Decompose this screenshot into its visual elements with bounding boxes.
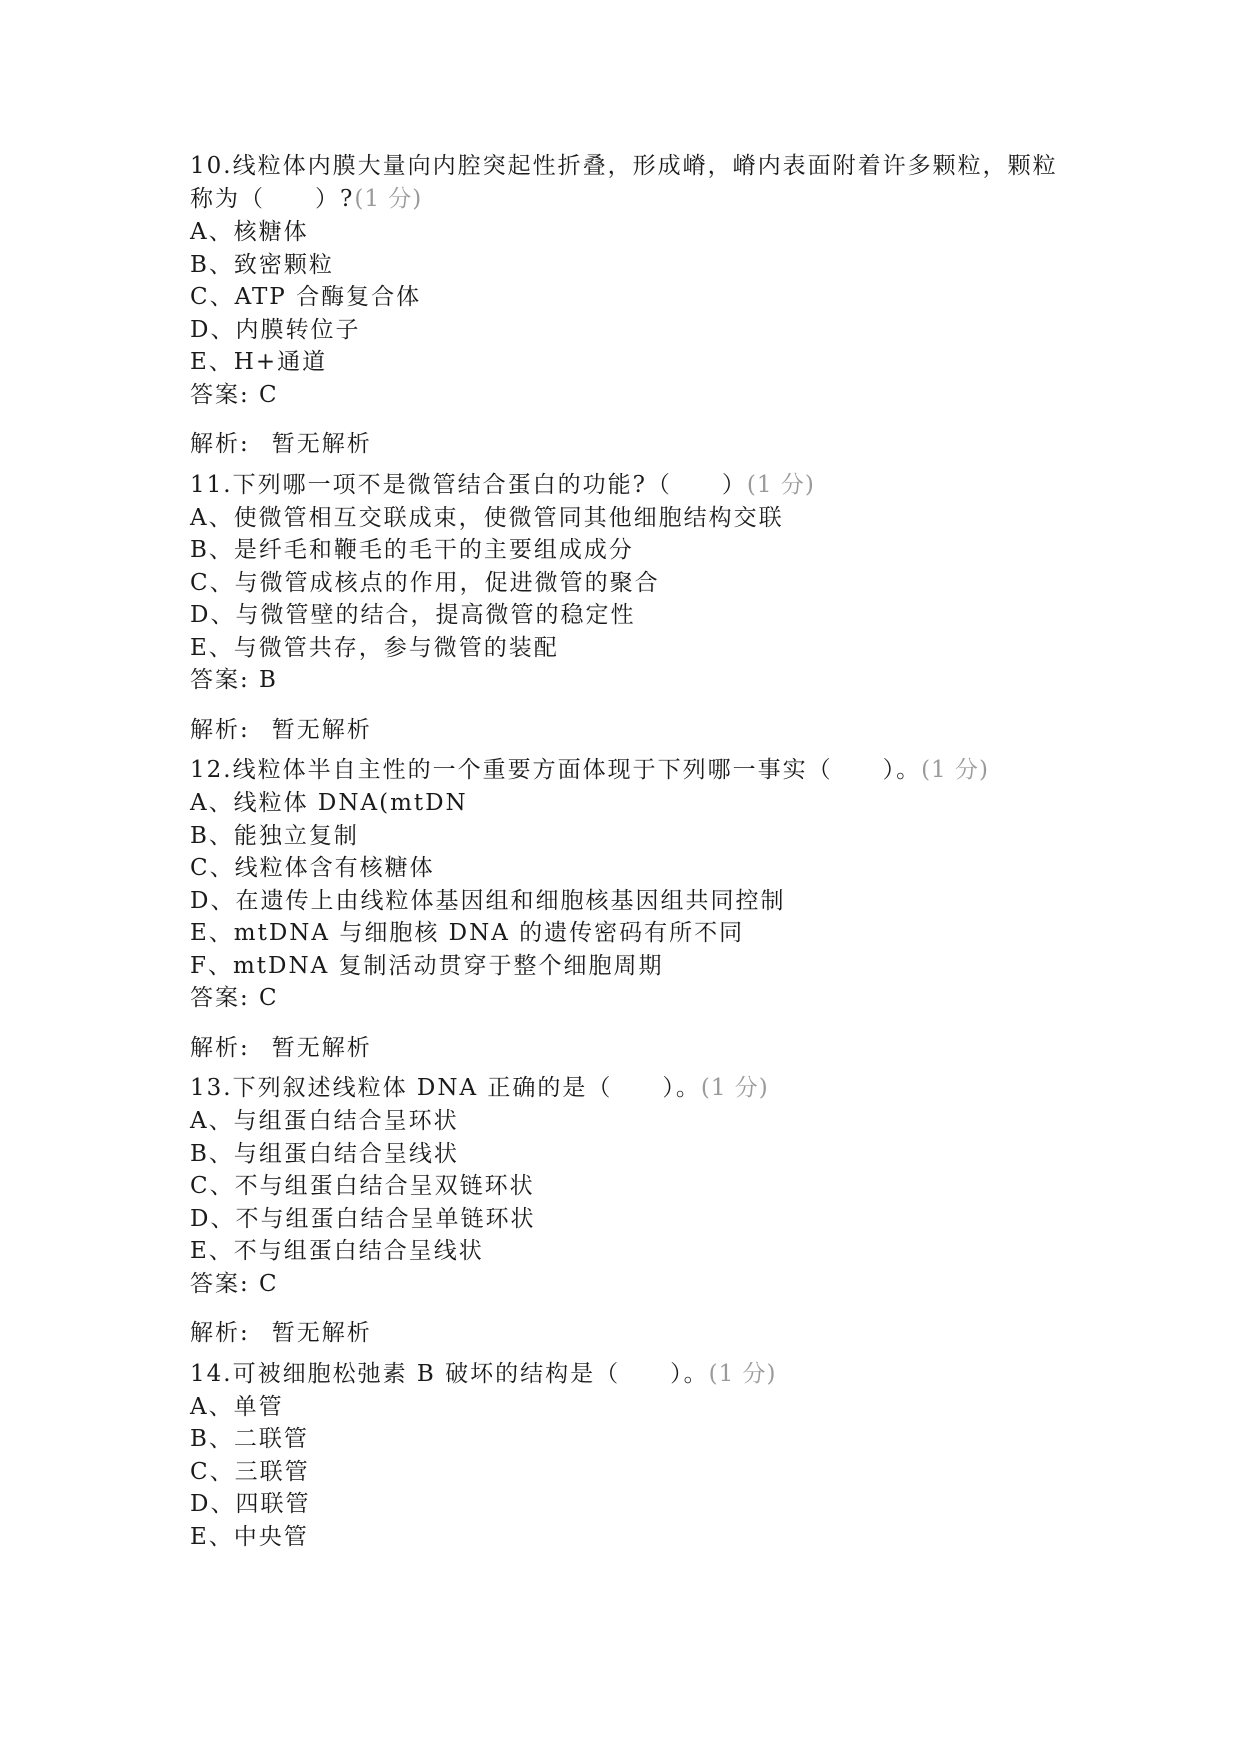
question-14 — [190, 1358, 1060, 1554]
option-c: C、与微管成核点的作用，促进微管的聚合 — [190, 569, 660, 596]
option-e: E、H+通道 — [190, 349, 328, 375]
question-score: (1 分) — [700, 1075, 769, 1101]
option-c: C、不与组蛋白结合呈双链环状 — [190, 1173, 535, 1199]
option-a: A、线粒体 DNA(mtDN — [190, 790, 468, 816]
analysis-label: 解析: — [190, 431, 250, 457]
option-a: A、核糖体 — [190, 219, 309, 245]
option-d: D、与微管壁的结合，提高微管的稳定性 — [190, 602, 636, 628]
question-score: (1 分) — [921, 757, 989, 783]
question-text — [190, 150, 1060, 216]
question-text — [190, 1072, 1060, 1105]
option-d: D、内膜转位子 — [190, 316, 361, 343]
option-e: E、中央管 — [190, 1523, 309, 1550]
option-b: B、与组蛋白结合呈线状 — [190, 1140, 459, 1167]
question-stem: 11.下列哪一项不是微管结合蛋白的功能?（ ） — [190, 471, 747, 498]
option-d: D、不与组蛋白结合呈单链环状 — [190, 1205, 536, 1232]
document-page — [190, 150, 1060, 1553]
answer: 答案: C — [190, 985, 279, 1011]
option-e: E、mtDNA 与细胞核 DNA 的遗传密码有所不同 — [190, 920, 745, 946]
option-f: F、mtDNA 复制活动贯穿于整个细胞周期 — [190, 952, 664, 979]
option-b: B、二联管 — [190, 1426, 309, 1452]
option-c: C、三联管 — [190, 1458, 310, 1485]
answer: 答案: C — [190, 1270, 279, 1297]
question-stem: 14.可被细胞松弛素 B 破坏的结构是（ ）。 — [190, 1360, 709, 1387]
question-12 — [190, 754, 1060, 1064]
question-11 — [190, 469, 1060, 747]
analysis-label: 解析: — [190, 716, 250, 743]
question-score: (1 分) — [354, 186, 423, 212]
option-a: A、与组蛋白结合呈环状 — [190, 1108, 459, 1134]
option-c: C、线粒体含有核糖体 — [190, 855, 435, 881]
option-b: B、能独立复制 — [190, 822, 359, 849]
question-stem: 10.线粒体内膜大量向内腔突起性折叠，形成嵴，嵴内表面附着许多颗粒，颗粒称为（ ）? — [190, 153, 1058, 212]
analysis-text: 暂无解析 — [271, 1034, 372, 1061]
option-a: A、使微管相互交联成束，使微管同其他细胞结构交联 — [190, 504, 784, 531]
analysis-text: 暂无解析 — [271, 716, 372, 743]
option-e: E、与微管共存，参与微管的装配 — [190, 634, 559, 661]
question-stem: 12.线粒体半自主性的一个重要方面体现于下列哪一事实（ ）。 — [190, 757, 922, 783]
option-b: B、是纤毛和鞭毛的毛干的主要组成成分 — [190, 537, 634, 563]
question-stem: 13.下列叙述线粒体 DNA 正确的是（ ）。 — [190, 1075, 701, 1101]
analysis — [190, 1317, 1060, 1350]
question-text — [190, 754, 1060, 787]
question-score: (1 分) — [746, 471, 815, 498]
analysis — [190, 428, 1060, 461]
question-text — [190, 469, 1060, 502]
analysis-text: 暂无解析 — [271, 1320, 372, 1346]
option-d: D、在遗传上由线粒体基因组和细胞核基因组共同控制 — [190, 887, 786, 914]
answer: 答案: C — [190, 381, 279, 408]
option-b: B、致密颗粒 — [190, 251, 334, 278]
question-score: (1 分) — [708, 1360, 777, 1387]
option-d: D、四联管 — [190, 1491, 311, 1517]
analysis-text: 暂无解析 — [271, 431, 372, 457]
question-text — [190, 1358, 1060, 1391]
question-13 — [190, 1072, 1060, 1350]
analysis-label: 解析: — [190, 1034, 250, 1061]
analysis — [190, 714, 1060, 747]
answer: 答案: B — [190, 667, 278, 693]
analysis — [190, 1032, 1060, 1065]
option-c: C、ATP 合酶复合体 — [190, 284, 422, 310]
option-a: A、单管 — [190, 1393, 284, 1420]
question-10 — [190, 150, 1060, 461]
analysis-label: 解析: — [190, 1320, 250, 1346]
option-e: E、不与组蛋白结合呈线状 — [190, 1238, 484, 1264]
